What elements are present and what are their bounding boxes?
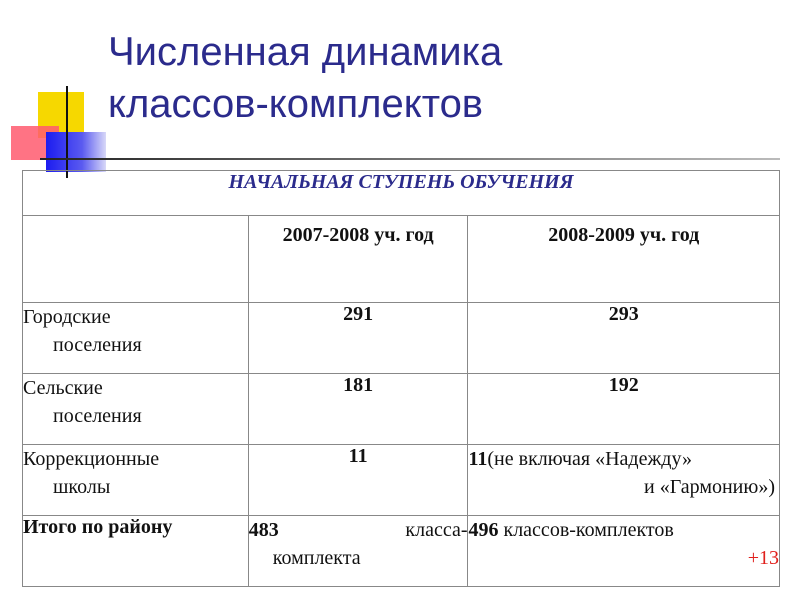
header-empty-cell [23, 216, 249, 303]
note-line1: (не включая «Надежду» [487, 448, 692, 470]
cell-2008-with-note [468, 445, 780, 516]
table-row [23, 445, 780, 516]
cell-2007: 291 [248, 303, 468, 374]
row-label-line1: Сельские [23, 377, 103, 399]
section-header: НАЧАЛЬНАЯ СТУПЕНЬ ОБУЧЕНИЯ [23, 171, 780, 216]
total-2008 [468, 516, 780, 587]
row-label [23, 303, 249, 374]
total-delta: +13 [747, 547, 779, 569]
decor-blue-square [46, 132, 106, 172]
total-2008-text: классов-комплектов [498, 519, 674, 541]
data-table [22, 170, 780, 587]
row-label [23, 445, 249, 516]
total-2007-value: 483 [248, 519, 279, 541]
total-2007-word1: класса- [405, 519, 468, 541]
total-2008-value: 496 [468, 519, 499, 541]
table-row [23, 374, 780, 445]
row-label-line2: поселения [53, 405, 142, 427]
slide-title [108, 26, 502, 130]
slide-title-line2: классов-комплектов [108, 82, 484, 126]
cell-2008: 293 [468, 303, 780, 374]
cell-2008-value: 11 [468, 448, 488, 470]
row-label-line1: Городские [23, 306, 111, 328]
row-label-line2: поселения [53, 334, 142, 356]
row-label-line1: Коррекционные [23, 448, 160, 470]
row-label [23, 374, 249, 445]
table-header-row [23, 216, 780, 303]
total-label: Итого по району [23, 516, 249, 587]
slide-title-line1: Численная динамика [108, 30, 503, 74]
cell-2007: 11 [248, 445, 468, 516]
decor-vertical-line [66, 86, 68, 178]
cell-2007: 181 [248, 374, 468, 445]
note-line2: и «Гармонию») [643, 476, 775, 498]
cell-2008: 192 [468, 374, 780, 445]
header-2008: 2008-2009 уч. год [468, 216, 780, 303]
table-section-header-row [23, 171, 780, 216]
total-2007-word2: комплекта [272, 547, 361, 569]
decor-horizontal-line [40, 158, 780, 160]
row-label-line2: школы [53, 476, 111, 498]
header-2007: 2007-2008 уч. год [248, 216, 468, 303]
total-2007 [248, 516, 468, 587]
table-row [23, 303, 780, 374]
table-total-row [23, 516, 780, 587]
